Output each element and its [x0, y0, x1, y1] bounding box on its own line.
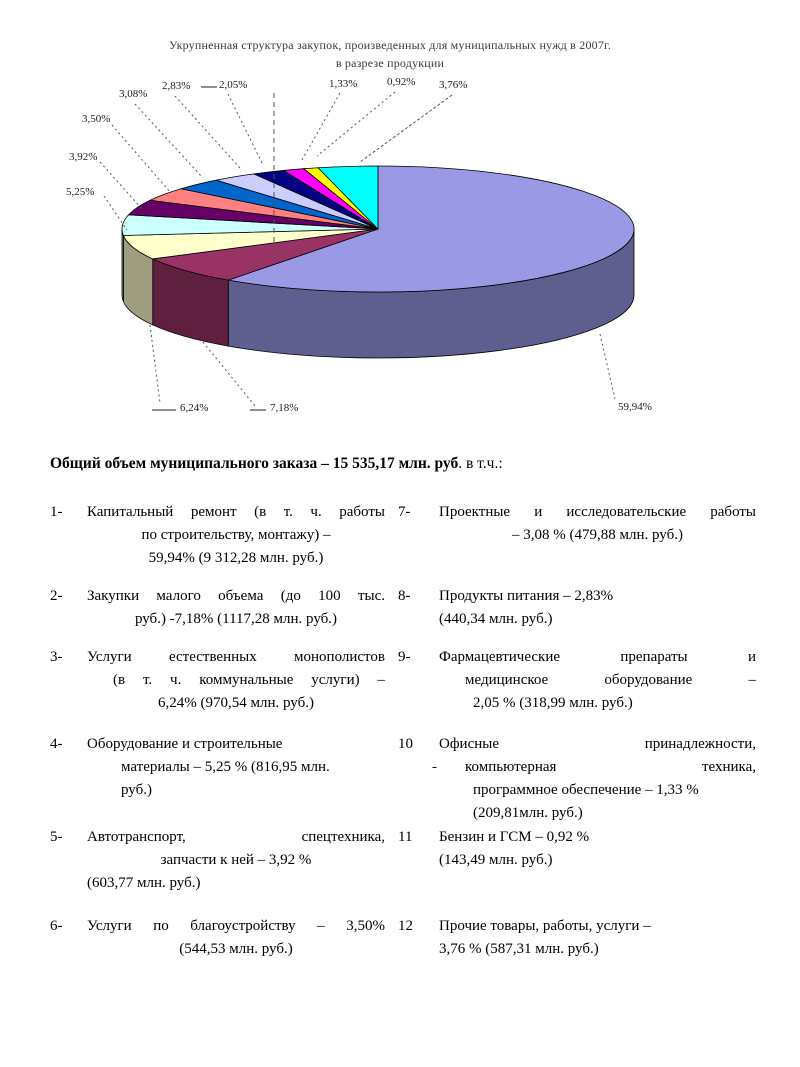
pie-slice-label: 2,83%: [162, 80, 191, 92]
item-text-line: (603,77 млн. руб.): [87, 875, 201, 891]
item-text-line: Закупки малого объема (до 100 тыс.: [87, 588, 385, 604]
pie-slice-label: 3,08%: [119, 88, 148, 100]
pie-slice-label: 1,33%: [329, 78, 358, 90]
item-text: [439, 915, 756, 961]
list-item: [50, 915, 398, 985]
pie-slice-side-4: [122, 229, 123, 301]
list-item: [398, 733, 760, 826]
pie-slice-label: 59,94%: [618, 401, 652, 413]
item-text-line: (440,34 млн. руб.): [439, 611, 553, 627]
leader-line-2: [203, 342, 255, 406]
item-number: 4-: [50, 736, 63, 752]
list-item: [398, 501, 760, 585]
item-text-line: Прочие товары, работы, услуги –: [439, 918, 651, 934]
item-text-line: Капитальный ремонт (в т. ч. работы: [87, 504, 385, 520]
item-text-line: материалы – 5,25 % (816,95 млн.: [121, 759, 330, 775]
item-text: [87, 585, 385, 631]
item-text-line: Продукты питания – 2,83%: [439, 588, 614, 604]
pie-chart: [0, 0, 800, 445]
item-text: [439, 826, 756, 872]
category-list: [50, 501, 760, 985]
item-number: 9-: [398, 649, 411, 665]
item-number: 12: [398, 918, 413, 934]
leader-line-10: [302, 93, 340, 160]
item-text: [439, 585, 756, 631]
item-number: 6-: [50, 918, 63, 934]
item-text-line: 2,05 % (318,99 млн. руб.): [473, 695, 633, 711]
item-text-line: (143,49 млн. руб.): [439, 852, 553, 868]
list-item: [50, 646, 398, 733]
pie-slice-label: 3,50%: [82, 113, 111, 125]
item-text-line: руб.): [121, 782, 152, 798]
item-text: [439, 501, 756, 547]
item-text-line: (544,53 млн. руб.): [179, 941, 293, 957]
item-text: [87, 501, 385, 570]
item-number: 5-: [50, 829, 63, 845]
item-text-line: запчасти к ней – 3,92 %: [160, 852, 312, 868]
pie-slice-label: 2,05%: [219, 79, 248, 91]
item-text-line: 3,76 % (587,31 млн. руб.): [439, 941, 599, 957]
item-text-line: Фармацевтические препараты и: [439, 649, 756, 665]
item-number: 2-: [50, 588, 63, 604]
list-item: [398, 646, 760, 733]
list-item: [398, 826, 760, 915]
item-number: 8-: [398, 588, 411, 604]
item-text-line: Оборудование и строительные: [87, 736, 283, 752]
list-item: [50, 501, 398, 585]
leader-line-3: [150, 325, 160, 403]
item-number: 3-: [50, 649, 63, 665]
item-text-line: программное обеспечение – 1,33 %: [473, 782, 699, 798]
item-text-line: 59,94% (9 312,28 млн. руб.): [148, 550, 324, 566]
leader-line-12: [360, 95, 452, 162]
list-item: [50, 733, 398, 826]
item-text-line: Автотранспорт, спецтехника,: [87, 829, 385, 845]
item-text-line: Бензин и ГСМ – 0,92 %: [439, 829, 590, 845]
item-text-line: Услуги естественных монополистов: [87, 649, 385, 665]
item-number-dash: -: [432, 759, 437, 775]
item-text: [439, 733, 756, 825]
list-item: [398, 585, 760, 646]
item-text-line: Проектные и исследовательские работы: [439, 504, 756, 520]
item-text-line: по строительству, монтажу) –: [141, 527, 331, 543]
item-text-line: Офисные принадлежности,: [439, 736, 756, 752]
leader-line-8: [175, 96, 240, 168]
item-text-line: (209,81млн. руб.): [473, 805, 583, 821]
item-number: 1-: [50, 504, 63, 520]
item-text: [439, 646, 756, 715]
pie-slice-label: 5,25%: [66, 186, 95, 198]
item-text: [87, 733, 385, 802]
pie-slice-label: 3,76%: [439, 79, 468, 91]
leader-line-9: [228, 94, 262, 163]
chart-title-line1: Укрупненная структура закупок, произведенных для муниципальных нужд в 2007г.: [168, 38, 612, 52]
item-text-line: 6,24% (970,54 млн. руб.): [158, 695, 314, 711]
item-text-line: Услуги по благоустройству – 3,50%: [87, 918, 385, 934]
item-text-line: медицинское оборудование –: [465, 672, 756, 688]
item-text-line: компьютерная техника,: [465, 759, 756, 775]
item-text: [87, 646, 385, 715]
item-number: 10 -: [398, 733, 439, 779]
total-heading-tail: . в т.ч.:: [458, 455, 503, 472]
leader-line-1: [600, 334, 615, 399]
list-item: [50, 585, 398, 646]
pie-slice-label: 7,18%: [270, 402, 299, 414]
total-heading: [50, 455, 770, 473]
list-item: [50, 826, 398, 915]
pie-slice-label: 6,24%: [180, 402, 209, 414]
list-item: [398, 915, 760, 985]
item-text: [87, 915, 385, 961]
leader-line-11: [317, 92, 395, 156]
leader-line-5: [100, 162, 142, 209]
item-number: 7-: [398, 504, 411, 520]
item-text: [87, 826, 385, 895]
item-text-line: (в т. ч. коммунальные услуги) –: [113, 672, 385, 688]
total-heading-bold: Общий объем муниципального заказа – 15 535,17 млн. руб: [50, 455, 459, 472]
item-text-line: руб.) -7,18% (1117,28 млн. руб.): [134, 611, 338, 627]
pie-slice-label: 0,92%: [387, 76, 416, 88]
chart-title-line2: в разрезе продукции: [335, 56, 445, 70]
leader-line-6: [112, 125, 170, 192]
item-number: 11: [398, 829, 413, 845]
pie-slice-label: 3,92%: [69, 151, 98, 163]
item-text-line: – 3,08 % (479,88 млн. руб.): [512, 527, 683, 543]
